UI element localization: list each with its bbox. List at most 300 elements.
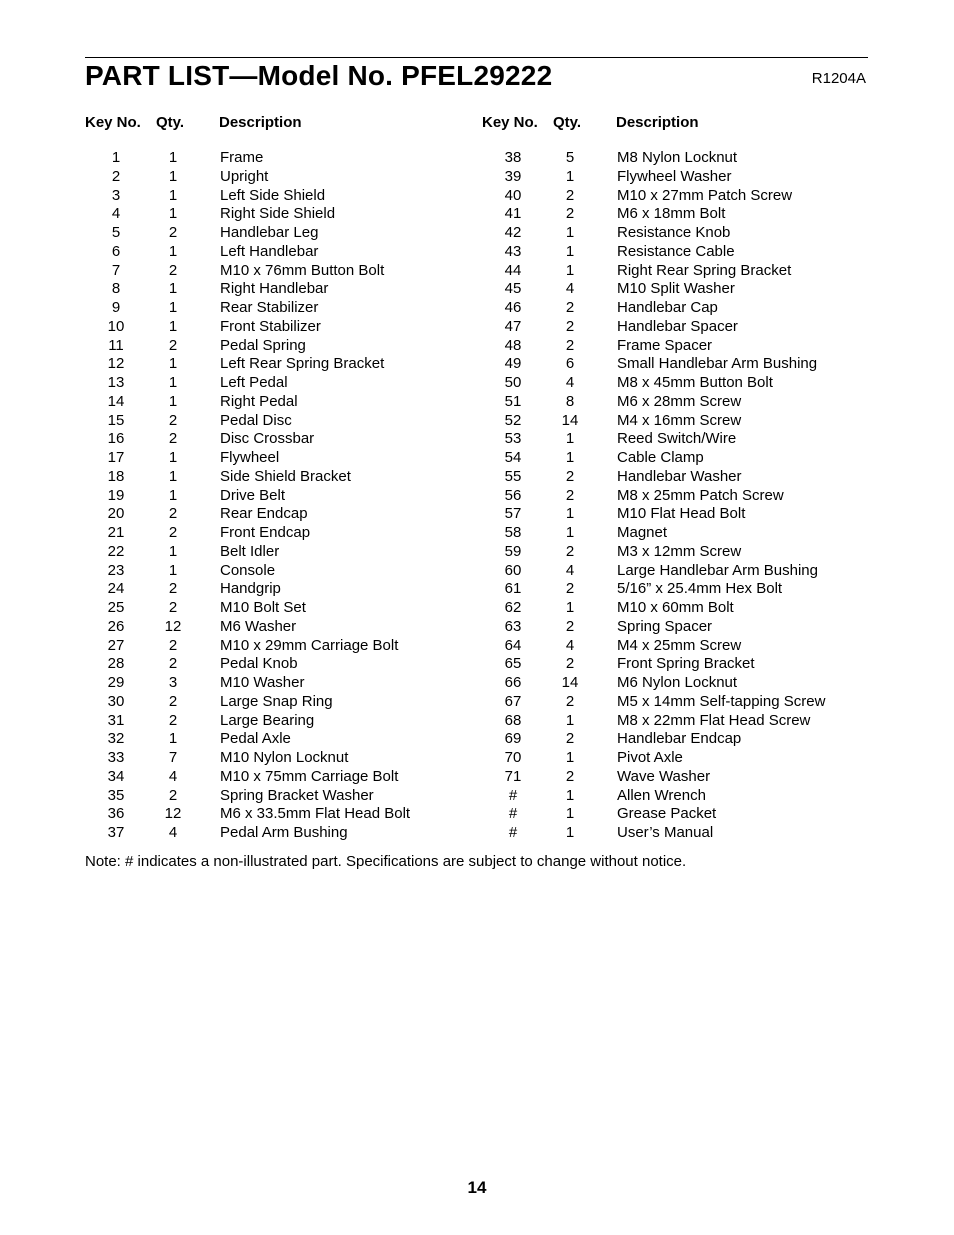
description-cell: M6 x 18mm Bolt [617,205,726,223]
qty-cell: 4 [565,280,575,298]
table-row [482,487,852,506]
key-no-cell: 20 [107,505,125,523]
key-no-cell: 56 [504,486,522,504]
table-row [85,468,455,487]
key-no-cell: 66 [504,674,522,691]
key-no-cell: 15 [107,411,125,429]
key-no-cell: 26 [107,617,125,635]
table-row [482,693,852,712]
qty-cell: 2 [168,786,178,804]
key-no-cell: 71 [504,767,522,785]
description-cell: Pivot Axle [617,749,683,766]
qty-cell: 1 [168,542,178,560]
key-no-cell: 23 [107,561,125,579]
description-cell: Large Handlebar Arm Bushing [617,561,818,579]
qty-cell: 1 [565,242,575,260]
table-row [85,318,455,337]
table-row [85,187,455,206]
table-row [482,430,852,449]
key-no-cell: 16 [107,430,125,448]
key-no-cell: 2 [111,167,121,185]
description-cell: Right Side Shield [220,205,336,223]
qty-cell: 1 [168,374,178,391]
description-cell: Resistance Cable [617,242,735,260]
key-no-cell: 64 [504,636,522,654]
key-no-cell: 24 [107,580,125,598]
table-row [85,655,455,674]
description-cell: Flywheel [220,449,280,466]
table-row [482,355,852,374]
key-no-cell: 70 [504,749,522,766]
description-cell: M6 Nylon Locknut [617,674,738,691]
table-row [85,749,455,768]
table-row [482,205,852,224]
description-cell: Allen Wrench [617,786,706,804]
key-no-cell: 3 [111,186,121,204]
key-no-cell: 25 [107,599,125,616]
table-rows [482,149,852,843]
qty-cell: 2 [565,730,575,748]
description-cell: Right Pedal [220,392,298,410]
qty-cell: 1 [565,524,575,541]
description-cell: Front Spring Bracket [617,655,755,673]
qty-cell: 2 [168,580,178,598]
key-no-cell: 7 [111,261,121,279]
qty-cell: 1 [168,186,178,204]
table-row [482,805,852,824]
key-no-cell: 69 [504,730,522,748]
key-no-cell: 42 [504,224,522,241]
header-description: Description [219,114,302,131]
table-row [85,524,455,543]
description-cell: M4 x 16mm Screw [617,411,742,429]
description-cell: Front Stabilizer [220,317,321,335]
description-cell: M10 x 75mm Carriage Bolt [220,767,399,785]
table-row [85,280,455,299]
description-cell: M8 x 45mm Button Bolt [617,374,773,391]
key-no-cell: 46 [504,299,522,316]
description-cell: User’s Manual [617,824,714,841]
key-no-cell: 58 [504,524,522,541]
header-description: Description [616,114,699,131]
table-row [482,637,852,656]
table-row [482,674,852,693]
key-no-cell: 19 [107,486,125,504]
qty-cell: 5 [565,149,575,166]
table-row [482,168,852,187]
table-row [482,655,852,674]
key-no-cell: 13 [107,374,125,391]
table-row [482,712,852,731]
table-row [85,599,455,618]
table-row [482,449,852,468]
description-cell: Right Handlebar [220,280,329,298]
qty-cell: 4 [565,636,575,654]
qty-cell: 2 [168,430,178,448]
qty-cell: 1 [168,355,178,373]
qty-cell: 1 [565,749,575,766]
table-row [482,318,852,337]
key-no-cell: 14 [107,392,125,410]
qty-cell: 2 [565,617,575,635]
qty-cell: 1 [565,167,575,185]
qty-cell: 4 [565,374,575,391]
key-no-cell: 59 [504,542,522,560]
key-no-cell: 48 [504,336,522,354]
key-no-cell: 68 [504,711,522,729]
description-cell: 5/16” x 25.4mm Hex Bolt [617,580,783,598]
table-row [482,224,852,243]
table-row [482,543,852,562]
table-row [482,824,852,843]
qty-cell: 1 [168,205,178,223]
qty-cell: 1 [168,280,178,298]
key-no-cell: 60 [504,561,522,579]
key-no-cell: 5 [111,224,121,241]
table-row [85,543,455,562]
qty-cell: 2 [168,599,178,616]
qty-cell: 2 [565,299,575,316]
table-row [482,187,852,206]
description-cell: Wave Washer [617,767,711,785]
key-no-cell: 67 [504,692,522,710]
table-row [85,580,455,599]
key-no-cell: 12 [107,355,125,373]
description-cell: Flywheel Washer [617,167,732,185]
description-cell: Resistance Knob [617,224,731,241]
qty-cell: 3 [168,674,178,691]
description-cell: Large Bearing [220,711,315,729]
parts-table-right [482,113,852,843]
header-qty: Qty. [156,114,185,131]
description-cell: Side Shield Bracket [220,467,351,485]
qty-cell: 1 [565,711,575,729]
qty-cell: 1 [168,449,178,466]
table-row [482,243,852,262]
qty-cell: 14 [561,674,579,691]
table-row [482,299,852,318]
description-cell: M3 x 12mm Screw [617,542,742,560]
qty-cell: 1 [168,730,178,748]
description-cell: Magnet [617,524,668,541]
key-no-cell: 34 [107,767,125,785]
table-row [85,243,455,262]
key-no-cell: 21 [107,524,125,541]
description-cell: Grease Packet [617,805,717,823]
qty-cell: 2 [565,467,575,485]
table-row [482,768,852,787]
key-no-cell: 49 [504,355,522,373]
description-cell: Large Snap Ring [220,692,333,710]
table-row [482,468,852,487]
table-row [85,674,455,693]
description-cell: M10 Split Washer [617,280,735,298]
table-row [482,149,852,168]
key-no-cell: # [508,786,518,804]
key-no-cell: 9 [111,299,121,316]
key-no-cell: 62 [504,599,522,616]
qty-cell: 12 [164,617,182,635]
key-no-cell: 27 [107,636,125,654]
table-row [85,262,455,281]
description-cell: Pedal Axle [220,730,291,748]
key-no-cell: 33 [107,749,125,766]
qty-cell: 2 [168,261,178,279]
page-title: PART LIST—Model No. PFEL29222 [85,60,553,91]
key-no-cell: 10 [107,317,125,335]
table-row [85,430,455,449]
table-row [482,730,852,749]
description-cell: Pedal Knob [220,655,298,673]
description-cell: M8 x 22mm Flat Head Screw [617,711,811,729]
qty-cell: 1 [565,599,575,616]
qty-cell: 1 [168,149,178,166]
qty-cell: 2 [168,411,178,429]
qty-cell: 6 [565,355,575,373]
description-cell: Rear Stabilizer [220,299,319,316]
description-cell: Left Side Shield [220,186,326,204]
qty-cell: 2 [565,542,575,560]
key-no-cell: 1 [111,149,121,166]
table-row [482,580,852,599]
qty-cell: 12 [164,805,182,823]
description-cell: Small Handlebar Arm Bushing [617,355,818,373]
qty-cell: 1 [168,467,178,485]
key-no-cell: 37 [107,824,125,841]
qty-cell: 2 [168,711,178,729]
description-cell: M5 x 14mm Self-tapping Screw [617,692,826,710]
key-no-cell: 30 [107,692,125,710]
description-cell: Pedal Disc [220,411,292,429]
qty-cell: 1 [168,317,178,335]
qty-cell: 2 [565,655,575,673]
qty-cell: 2 [168,224,178,241]
header-key-no: Key No. [85,114,141,131]
key-no-cell: 43 [504,242,522,260]
table-row [482,599,852,618]
parts-table-left [85,113,455,843]
table-header [482,113,852,133]
description-cell: Left Pedal [220,374,288,391]
table-row [85,374,455,393]
qty-cell: 2 [565,692,575,710]
description-cell: Handlebar Cap [617,299,718,316]
description-cell: M10 x 27mm Patch Screw [617,186,793,204]
table-row [482,374,852,393]
table-row [482,562,852,581]
description-cell: Handlebar Washer [617,467,742,485]
table-row [482,749,852,768]
key-no-cell: 35 [107,786,125,804]
table-row [85,505,455,524]
key-no-cell: 52 [504,411,522,429]
qty-cell: 1 [168,299,178,316]
table-row [85,168,455,187]
qty-cell: 2 [168,524,178,541]
qty-cell: 1 [565,449,575,466]
description-cell: Pedal Arm Bushing [220,824,348,841]
key-no-cell: 63 [504,617,522,635]
key-no-cell: 65 [504,655,522,673]
key-no-cell: 11 [108,336,124,354]
table-row [482,337,852,356]
qty-cell: 4 [565,561,575,579]
description-cell: M10 Bolt Set [220,599,306,616]
footnote: Note: # indicates a non-illustrated part. Specifications are subject to change without notice. [85,853,687,870]
qty-cell: 1 [565,430,575,448]
description-cell: Left Rear Spring Bracket [220,355,385,373]
description-cell: Handlebar Endcap [617,730,742,748]
qty-cell: 1 [168,242,178,260]
description-cell: M10 x 29mm Carriage Bolt [220,636,399,654]
description-cell: M10 Flat Head Bolt [617,505,746,523]
table-row [85,712,455,731]
qty-cell: 2 [565,336,575,354]
key-no-cell: 32 [107,730,125,748]
key-no-cell: # [508,824,518,841]
table-row [85,149,455,168]
description-cell: Right Rear Spring Bracket [617,261,792,279]
table-row [85,768,455,787]
qty-cell: 1 [168,392,178,410]
description-cell: Front Endcap [220,524,311,541]
qty-cell: 2 [565,317,575,335]
key-no-cell: 51 [504,392,522,410]
qty-cell: 1 [565,824,575,841]
description-cell: M8 Nylon Locknut [617,149,738,166]
table-row [482,393,852,412]
description-cell: M6 Washer [220,617,297,635]
qty-cell: 2 [565,205,575,223]
qty-cell: 1 [168,167,178,185]
table-row [482,787,852,806]
qty-cell: 8 [565,392,575,410]
table-header [85,113,455,133]
key-no-cell: 31 [107,711,125,729]
key-no-cell: 18 [107,467,125,485]
key-no-cell: 45 [504,280,522,298]
description-cell: Spring Bracket Washer [220,786,374,804]
qty-cell: 1 [565,224,575,241]
key-no-cell: 36 [107,805,125,823]
table-row [482,280,852,299]
qty-cell: 2 [565,767,575,785]
page-number: 14 [467,1178,487,1197]
qty-cell: 2 [168,692,178,710]
table-row [482,262,852,281]
key-no-cell: 44 [504,261,522,279]
table-rows [85,149,455,843]
table-row [85,693,455,712]
description-cell: M6 x 28mm Screw [617,392,742,410]
qty-cell: 2 [565,486,575,504]
table-row [85,805,455,824]
qty-cell: 2 [565,580,575,598]
key-no-cell: 50 [504,374,522,391]
description-cell: Frame Spacer [617,336,713,354]
key-no-cell: 40 [504,186,522,204]
description-cell: M10 x 60mm Bolt [617,599,734,616]
qty-cell: 2 [168,655,178,673]
table-row [85,449,455,468]
key-no-cell: 39 [504,167,522,185]
key-no-cell: 61 [504,580,522,598]
description-cell: Drive Belt [220,486,286,504]
description-cell: Reed Switch/Wire [617,430,737,448]
table-row [85,487,455,506]
description-cell: Handlebar Spacer [617,317,738,335]
description-cell: Handgrip [220,580,281,598]
qty-cell: 1 [168,486,178,504]
qty-cell: 4 [168,824,178,841]
qty-cell: 2 [168,505,178,523]
key-no-cell: 29 [107,674,125,691]
table-row [85,412,455,431]
table-row [85,824,455,843]
table-row [85,355,455,374]
description-cell: Upright [220,167,269,185]
key-no-cell: 17 [107,449,125,466]
table-row [85,224,455,243]
table-row [482,505,852,524]
header-key-no: Key No. [482,114,538,131]
description-cell: M8 x 25mm Patch Screw [617,486,784,504]
description-cell: Belt Idler [220,542,280,560]
description-cell: Spring Spacer [617,617,713,635]
table-row [482,412,852,431]
description-cell: M6 x 33.5mm Flat Head Bolt [220,805,411,823]
qty-cell: 2 [565,186,575,204]
key-no-cell: 38 [504,149,522,166]
key-no-cell: 41 [504,205,522,223]
key-no-cell: 55 [504,467,522,485]
key-no-cell: 47 [504,317,522,335]
description-cell: Left Handlebar [220,242,319,260]
table-row [85,393,455,412]
table-row [482,524,852,543]
description-cell: M10 Washer [220,674,305,691]
table-row [85,299,455,318]
description-cell: M10 Nylon Locknut [220,749,349,766]
description-cell: Handlebar Leg [220,224,319,241]
key-no-cell: 6 [111,242,121,260]
description-cell: Disc Crossbar [220,430,315,448]
qty-cell: 1 [168,561,178,579]
key-no-cell: 22 [107,542,125,560]
table-row [85,337,455,356]
table-row [85,787,455,806]
description-cell: Frame [220,149,264,166]
key-no-cell: 53 [504,430,522,448]
qty-cell: 2 [168,336,178,354]
qty-cell: 1 [565,805,575,823]
header-qty: Qty. [553,114,582,131]
key-no-cell: 28 [107,655,125,673]
key-no-cell: 57 [504,505,522,523]
qty-cell: 1 [565,505,575,523]
table-row [85,562,455,581]
description-cell: M10 x 76mm Button Bolt [220,261,385,279]
description-cell: Rear Endcap [220,505,308,523]
qty-cell: 14 [561,411,579,429]
table-row [85,618,455,637]
key-no-cell: 54 [504,449,522,466]
table-row [85,730,455,749]
qty-cell: 1 [565,261,575,279]
table-row [85,637,455,656]
description-cell: Console [220,561,276,579]
key-no-cell: # [508,805,518,823]
